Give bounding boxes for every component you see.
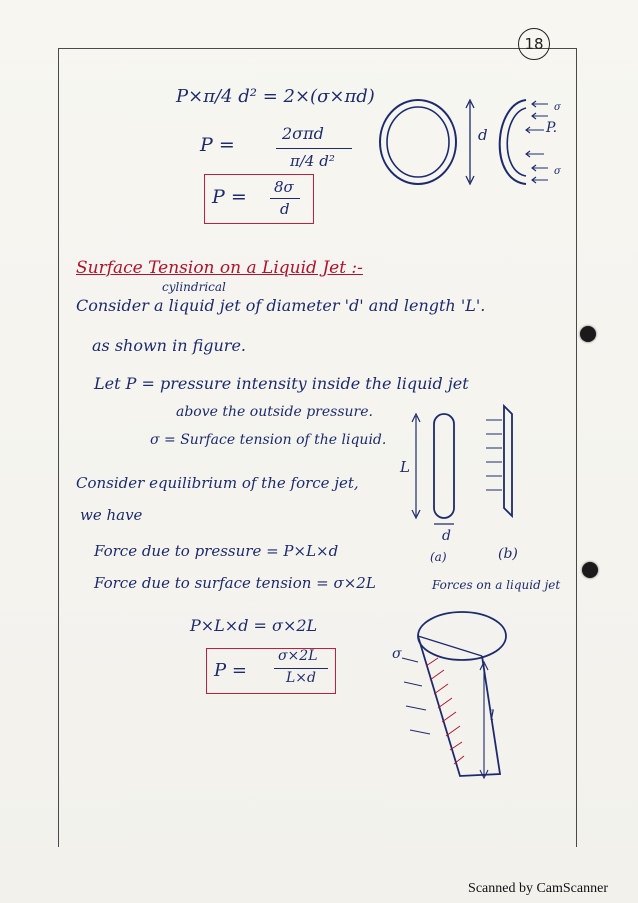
svg-text:σ: σ — [554, 102, 561, 113]
sphere-result-numerator: 8σ — [274, 178, 294, 196]
body-line-6: Consider equilibrium of the force jet, — [76, 474, 359, 492]
sphere-figure-diameter-label: d — [478, 126, 488, 144]
section-heading: Surface Tension on a Liquid Jet :- — [76, 258, 363, 278]
liquid-jet-figure — [404, 396, 544, 536]
sphere-force-equation: P×π/4 d² = 2×(σ×πd) — [176, 86, 375, 107]
fraction-bar — [276, 148, 352, 149]
fraction-bar — [270, 198, 300, 199]
body-line-5: σ = Surface tension of the liquid. — [150, 432, 387, 448]
jet-result-denominator: L×d — [286, 670, 316, 686]
body-line-7: we have — [80, 506, 143, 524]
figure-a-label: (a) — [430, 550, 447, 564]
binder-hole-top — [580, 326, 596, 342]
surface-tension-symbol: σ — [392, 646, 402, 662]
jet-result-lhs: P = — [214, 660, 247, 681]
sphere-figure-pressure-label: P. — [546, 120, 558, 136]
svg-text:σ: σ — [554, 166, 561, 177]
cut-jet-figure — [400, 606, 530, 790]
force-pressure-line: Force due to pressure = P×L×d — [94, 542, 339, 560]
jet-figure-caption: Forces on a liquid jet — [432, 578, 561, 592]
sphere-droplet-figure — [376, 88, 576, 198]
body-line-4: above the outside pressure. — [176, 404, 373, 420]
sphere-result-lhs: P = — [212, 186, 247, 208]
body-line-2: as shown in figure. — [92, 336, 246, 355]
body-line-1: Consider a liquid jet of diameter 'd' and length 'L'. — [76, 296, 486, 315]
jet-result-numerator: σ×2L — [278, 648, 318, 664]
equilibrium-equation: P×L×d = σ×2L — [190, 616, 318, 635]
sphere-result-denominator: d — [280, 200, 290, 218]
jet-length-label: L — [400, 458, 410, 476]
binder-hole-bottom — [582, 562, 598, 578]
body-line-3: Let P = pressure intensity inside the liquid jet — [94, 374, 469, 393]
sphere-pressure-lhs: P = — [200, 134, 235, 156]
sphere-pressure-denominator: π/4 d² — [290, 152, 335, 170]
sphere-pressure-numerator: 2σπd — [282, 124, 324, 143]
figure-b-label: (b) — [498, 546, 518, 562]
fraction-bar — [274, 668, 328, 669]
inserted-word: cylindrical — [162, 280, 226, 294]
jet-diameter-label: d — [442, 528, 451, 544]
scanner-watermark: Scanned by CamScanner — [468, 881, 608, 896]
force-tension-line: Force due to surface tension = σ×2L — [94, 574, 376, 592]
cut-jet-length-label: l — [490, 708, 495, 724]
page-number: 18 — [518, 28, 550, 60]
